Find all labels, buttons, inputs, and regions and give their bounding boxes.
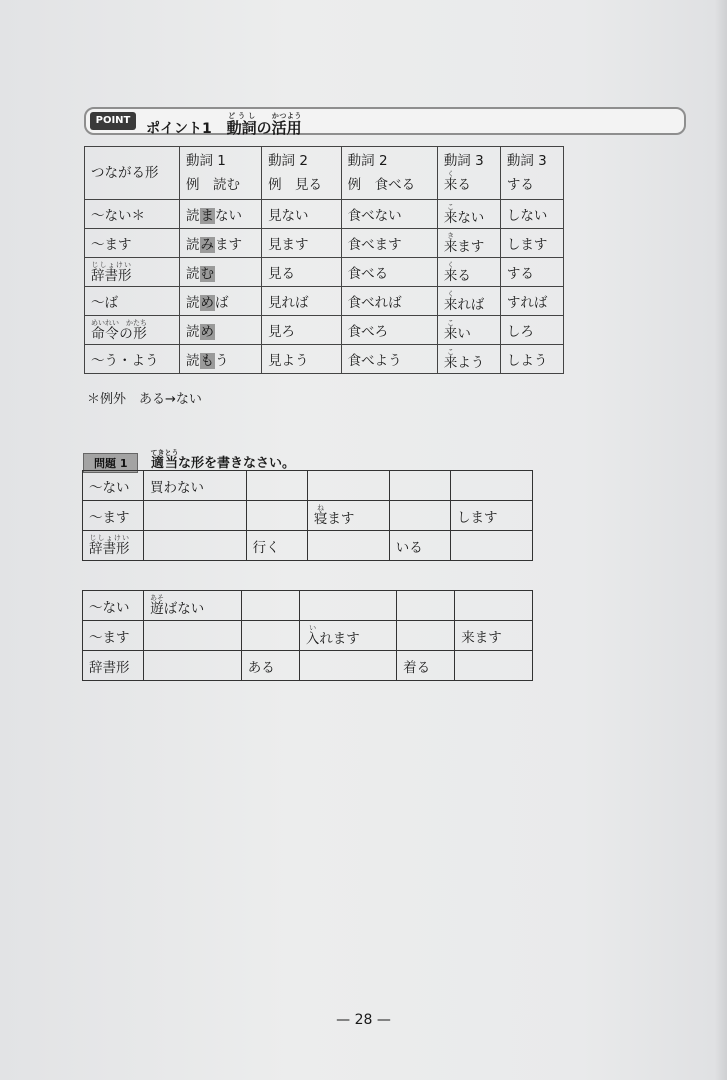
conjugation-row: 辞書形じしょけい 読む 見る 食べる 来くる する — [85, 258, 564, 287]
point-tag: POINT — [90, 112, 136, 130]
conjugation-row: ～う・よう 読もう 見よう 食べよう 来こよう しよう — [85, 345, 564, 374]
answer-blank[interactable] — [299, 591, 396, 621]
answer-blank[interactable] — [299, 651, 396, 681]
answer-blank[interactable] — [451, 531, 533, 561]
answer-blank[interactable] — [307, 471, 389, 501]
answer-blank[interactable] — [455, 591, 533, 621]
answer-blank[interactable] — [241, 591, 299, 621]
answer-blank[interactable] — [144, 531, 247, 561]
answer-blank[interactable] — [144, 501, 247, 531]
subtitle-katsuyou: 活用かつよう — [271, 112, 302, 137]
answer-blank[interactable] — [389, 501, 450, 531]
answer-blank[interactable] — [397, 591, 455, 621]
conjugation-row: ～ない＊ 読まない 見ない 食べない 来こない しない — [85, 200, 564, 229]
conjugation-table — [84, 146, 564, 374]
answer-blank[interactable] — [144, 621, 242, 651]
exercise-table-2 — [82, 590, 533, 681]
banner-title — [146, 112, 302, 138]
answer-blank[interactable] — [241, 621, 299, 651]
problem-tag: 問題 1 — [83, 453, 138, 473]
exercise-table-1 — [82, 470, 533, 561]
exercise-row: 辞書形じしょけい 行く いる — [83, 531, 533, 561]
problem-title: 問題 1 適当てきとうな形を書きなさい。 — [83, 449, 295, 473]
conjugation-row: ～ます 読みます 見ます 食べます 来きます します — [85, 229, 564, 258]
answer-blank[interactable] — [455, 651, 533, 681]
exercise-row: ～ない 遊あそばない — [83, 591, 533, 621]
page-number: — 28 — — [336, 1012, 391, 1028]
conjugation-row: 命令の形めいれい かたち 読め 見ろ 食べろ 来こい しろ — [85, 316, 564, 345]
answer-blank[interactable] — [307, 531, 389, 561]
header-verb2b: 動詞 2 例 食べる — [341, 147, 437, 200]
page-edge-shadow — [715, 0, 727, 1080]
header-connecting-form: つながる形 — [85, 147, 180, 200]
exercise-row: ～ない 買わない — [83, 471, 533, 501]
conjugation-header-row — [85, 147, 564, 200]
header-verb2a: 動詞 2 例 見る — [262, 147, 342, 200]
point-banner — [84, 107, 686, 135]
answer-blank[interactable] — [389, 471, 450, 501]
answer-blank[interactable] — [451, 471, 533, 501]
exception-note: ＊例外 ある→ない — [87, 392, 202, 407]
answer-blank[interactable] — [397, 621, 455, 651]
conjugation-row: ～ば 読めば 見れば 食べれば 来くれば すれば — [85, 287, 564, 316]
answer-blank[interactable] — [144, 651, 242, 681]
header-verb1: 動詞 1 例 読む — [180, 147, 262, 200]
header-verb3-suru: 動詞 3 する — [500, 147, 563, 200]
answer-blank[interactable] — [246, 501, 307, 531]
exercise-row: ～ます 寝ねます します — [83, 501, 533, 531]
exercise-row: ～ます 入いれます 来ます — [83, 621, 533, 651]
header-verb3-kuru: 動詞 3 来くる — [437, 147, 500, 200]
exercise-row: 辞書形 ある 着る — [83, 651, 533, 681]
banner-title-text: ポイント1 — [146, 121, 212, 137]
subtitle-doushi: 動詞どうし — [226, 112, 257, 137]
banner-subtitle: 動詞どうしの活用かつよう — [226, 112, 302, 137]
answer-blank[interactable] — [246, 471, 307, 501]
